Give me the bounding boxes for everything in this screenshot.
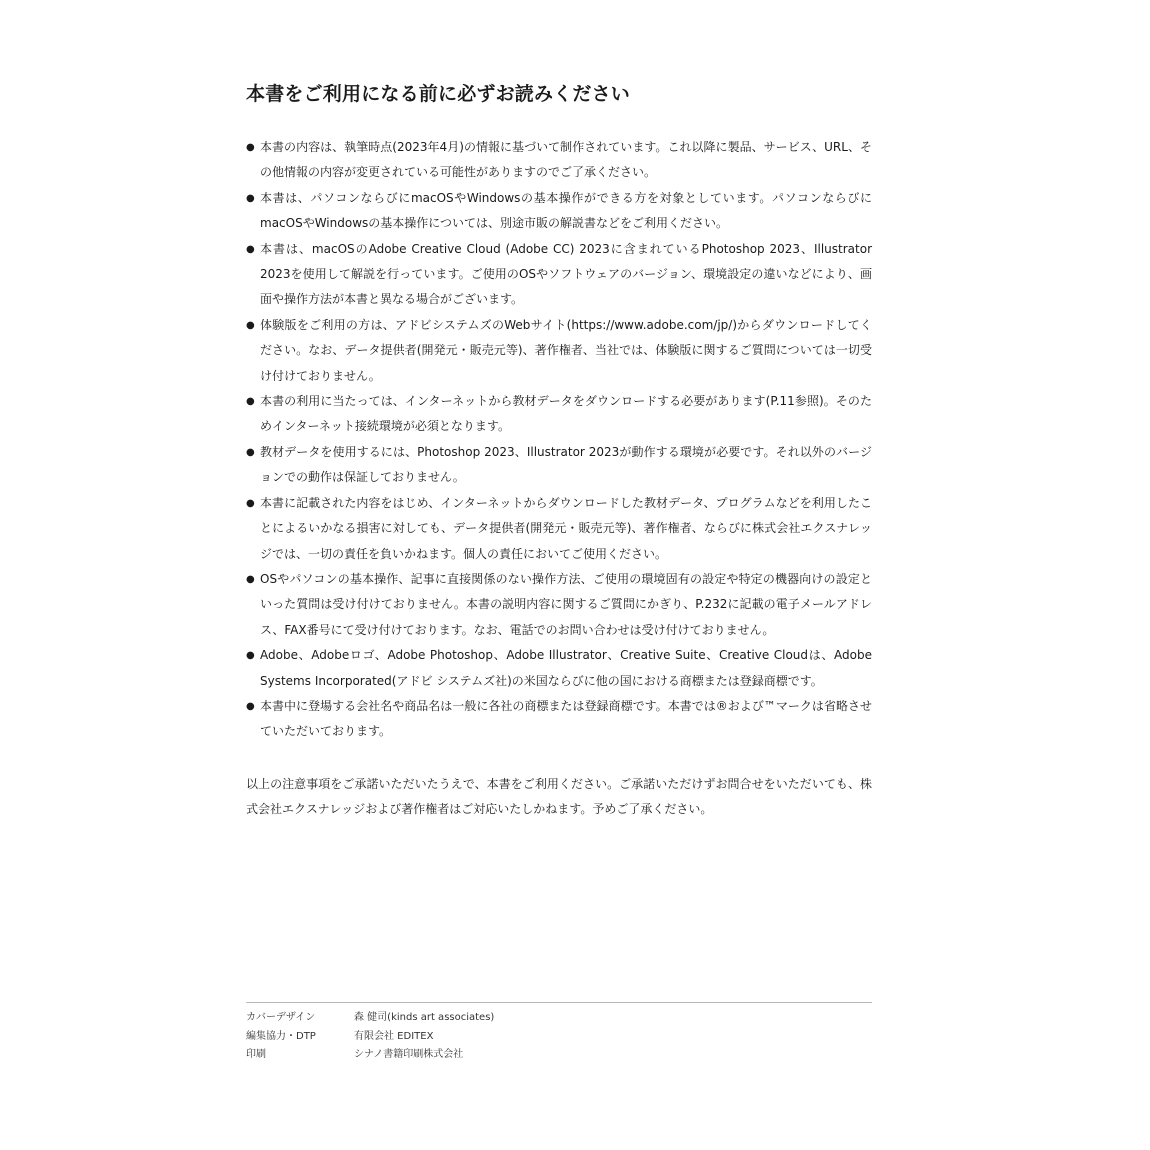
notice-item [246,389,872,440]
notice-item [246,567,872,643]
bullet-icon: ● [246,497,255,509]
notice-text: 本書は、パソコンならびにmacOSやWindowsの基本操作ができる方を対象としています。パソコンならびにmacOSやWindowsの基本操作については、別途市販の解説書などをご利用ください。 [260,190,872,231]
notice-item [246,135,872,186]
notice-item [246,643,872,694]
credit-row [246,1028,872,1047]
bullet-icon: ● [246,700,255,712]
notice-text: OSやパソコンの基本操作、記事に直接関係のない操作方法、ご使用の環境固有の設定や特定の機器向けの設定といった質問は受け付けておりません。本書の説明内容に関するご質問にかぎり、P.232に記載の電子メールアドレス、FAX番号にて受け付けております。なお、電話でのお問い合わせは受け付けておりません。 [260,571,872,637]
bullet-icon: ● [246,446,255,458]
credit-role: カバーデザイン [246,1012,316,1023]
notice-text: 本書の内容は、執筆時点(2023年4月)の情報に基づいて制作されています。これ以降に製品、サービス、URL、その他情報の内容が変更されている可能性がありますのでご了承ください。 [260,140,872,180]
credit-row [246,1046,872,1065]
notice-item [246,186,872,237]
credit-name: 森 健司(kinds art associates) [354,1012,495,1023]
notice-text: 本書は、macOSのAdobe Creative Cloud (Adobe CC) 2023に含まれているPhotoshop 2023、Illustrator 2023を使用して解説を行っています。ご使用のOSやソフトウェアのバージョン、環境設定の違いなどにより、画面や操作方法が本書と異なる場合がございます。 [260,241,872,307]
credit-name: シナノ書籍印刷株式会社 [354,1049,464,1060]
bullet-icon: ● [246,319,255,331]
notice-item [246,313,872,389]
notice-item [246,440,872,491]
bullet-icon: ● [246,192,255,204]
notice-item [246,237,872,313]
credit-name: 有限会社 EDITEX [354,1030,434,1042]
notice-text: 本書に記載された内容をはじめ、インターネットからダウンロードした教材データ、プログラムなどを利用したことによるいかなる損害に対しても、データ提供者(開発元・販売元等)、著作権者、ならびに株式会社エクスナレッジでは、一切の責任を負いかねます。個人の責任においてご使用ください。 [260,495,872,561]
bullet-icon: ● [246,396,255,408]
notice-page [246,80,872,823]
notice-item [246,491,872,567]
notice-text: 体験版をご利用の方は、アドビシステムズのWebサイト(https://www.adobe.com/jp/)からダウンロードしてください。なお、データ提供者(開発元・販売元等)、著作権者、当社では、体験版に関するご質問については一切受け付けておりません。 [260,317,872,383]
notice-item [246,694,872,745]
bullet-icon: ● [246,573,255,585]
notice-text: 本書中に登場する会社名や商品名は一般に各社の商標または登録商標です。本書では®および™マークは省略させていただいております。 [260,698,872,739]
bullet-icon: ● [246,650,255,662]
notice-list [246,135,872,745]
closing-paragraph: 以上の注意事項をご承諾いただいたうえで、本書をご利用ください。ご承諾いただけずお問合せをいただいても、株式会社エクスナレッジおよび著作権者はご対応いたしかねます。予めご了承ください。 [246,776,872,817]
page-title: 本書をご利用になる前に必ずお読みください [246,83,631,105]
credits-section [246,1002,872,1065]
notice-text: 本書の利用に当たっては、インターネットから教材データをダウンロードする必要があります(P.11参照)。そのためインターネット接続環境が必須となります。 [260,394,872,434]
bullet-icon: ● [246,243,255,255]
credit-row [246,1009,872,1028]
notice-text: 教材データを使用するには、Photoshop 2023、Illustrator 2023が動作する環境が必要です。それ以外のバージョンでの動作は保証しておりません。 [260,444,872,485]
notice-text: Adobe、Adobeロゴ、Adobe Photoshop、Adobe Illustrator、Creative Suite、Creative Cloudは、Adobe Systems Incorporated(アドビ システムズ社)の米国ならびに他の国における商標または登録商標です。 [260,648,872,688]
bullet-icon: ● [246,142,255,153]
credit-role: 編集協力・DTP [246,1030,316,1042]
credit-role: 印刷 [246,1049,266,1060]
